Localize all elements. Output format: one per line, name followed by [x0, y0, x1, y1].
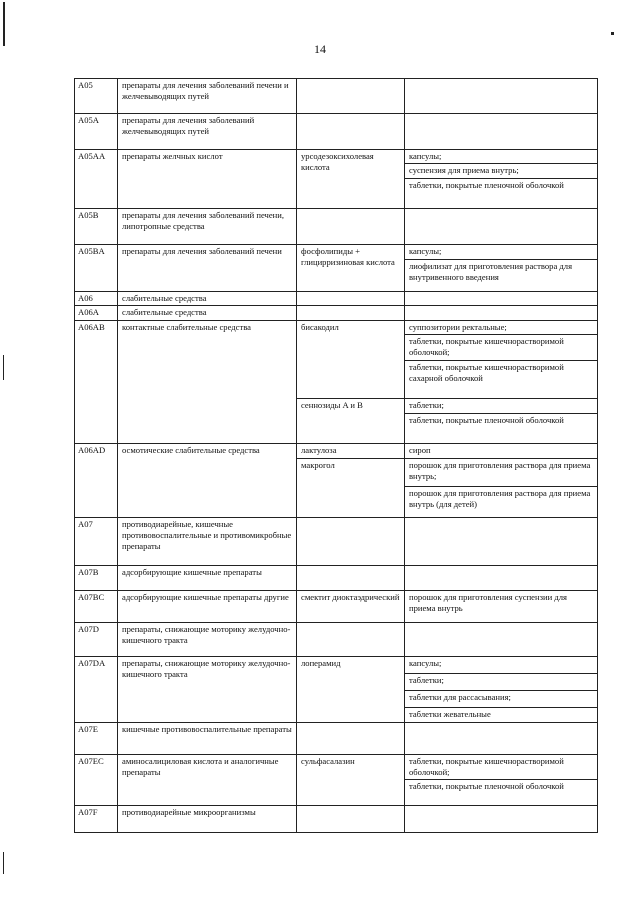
atc-code-cell: A07F — [75, 806, 118, 833]
dosage-form-cell: таблетки, покрытые кишечнорастворимой оболочкой; — [405, 335, 598, 361]
atc-name-cell: препараты для лечения заболеваний печени и желчевыводящих путей — [118, 79, 297, 114]
atc-name-cell: слабительные средства — [118, 306, 297, 321]
atc-name-cell: аминосалициловая кислота и аналогичные препараты — [118, 755, 297, 806]
atc-code-cell: A05AA — [75, 150, 118, 209]
dosage-form-cell: капсулы; — [405, 150, 598, 164]
dosage-form-cell: сироп — [405, 444, 598, 459]
atc-name-cell: противодиарейные микроорганизмы — [118, 806, 297, 833]
atc-code-cell: A05BA — [75, 245, 118, 292]
atc-code-cell: A05B — [75, 209, 118, 245]
drug-name-cell: сеннозиды A и B — [297, 399, 405, 444]
dosage-form-cell: порошок для приготовления раствора для приема внутрь (для детей) — [405, 487, 598, 518]
page-number: 14 — [314, 42, 326, 56]
table-row — [75, 306, 598, 321]
drug-name-cell: урсодезоксихолевая кислота — [297, 150, 405, 209]
drug-table — [74, 78, 598, 833]
atc-code-cell: A07EC — [75, 755, 118, 806]
atc-code-cell: A06AB — [75, 321, 118, 444]
corner-mark — [611, 32, 614, 35]
table-row — [75, 591, 598, 623]
drug-name-cell: лактулоза — [297, 444, 405, 459]
dosage-form-cell: таблетки жевательные — [405, 708, 598, 723]
table-row — [75, 321, 598, 335]
table-row — [75, 723, 598, 755]
dosage-form-cell: суппозитории ректальные; — [405, 321, 598, 335]
dosage-form-cell — [405, 306, 598, 321]
table-row — [75, 755, 598, 780]
atc-code-cell: A05 — [75, 79, 118, 114]
atc-code-cell: A06AD — [75, 444, 118, 518]
dosage-form-cell: таблетки, покрытые кишечнорастворимой сахарной оболочкой — [405, 361, 598, 399]
binding-mark-mid — [3, 355, 4, 380]
dosage-form-cell — [405, 292, 598, 306]
dosage-form-cell — [405, 723, 598, 755]
atc-name-cell: слабительные средства — [118, 292, 297, 306]
drug-name-cell — [297, 623, 405, 657]
drug-name-cell — [297, 292, 405, 306]
drug-name-cell: лоперамид — [297, 657, 405, 723]
atc-name-cell: препараты, снижающие моторику желудочно-кишечного тракта — [118, 623, 297, 657]
dosage-form-cell: таблетки, покрытые пленочной оболочкой — [405, 780, 598, 806]
atc-name-cell: адсорбирующие кишечные препараты другие — [118, 591, 297, 623]
atc-name-cell: препараты, снижающие моторику желудочно-кишечного тракта — [118, 657, 297, 723]
drug-name-cell — [297, 566, 405, 591]
drug-name-cell: бисакодил — [297, 321, 405, 399]
table-row — [75, 79, 598, 114]
dosage-form-cell: таблетки, покрытые пленочной оболочкой — [405, 179, 598, 209]
table-row — [75, 444, 598, 459]
atc-code-cell: A07BC — [75, 591, 118, 623]
dosage-form-cell — [405, 806, 598, 833]
table-row — [75, 292, 598, 306]
drug-name-cell — [297, 306, 405, 321]
binding-mark-bottom — [3, 852, 4, 874]
drug-name-cell: сульфасалазин — [297, 755, 405, 806]
table-row — [75, 245, 598, 260]
dosage-form-cell: порошок для приготовления раствора для приема внутрь; — [405, 459, 598, 487]
table-row — [75, 209, 598, 245]
dosage-form-cell: лиофилизат для приготовления раствора для внутривенного введения — [405, 260, 598, 292]
atc-name-cell: противодиарейные, кишечные противовоспалительные и противомикробные препараты — [118, 518, 297, 566]
drug-name-cell — [297, 114, 405, 150]
atc-code-cell: A07E — [75, 723, 118, 755]
atc-name-cell: контактные слабительные средства — [118, 321, 297, 444]
atc-code-cell: A06A — [75, 306, 118, 321]
atc-name-cell: препараты для лечения заболеваний печени, липотропные средства — [118, 209, 297, 245]
dosage-form-cell — [405, 209, 598, 245]
atc-code-cell: A07B — [75, 566, 118, 591]
atc-name-cell: препараты желчных кислот — [118, 150, 297, 209]
table-row — [75, 623, 598, 657]
drug-name-cell — [297, 723, 405, 755]
drug-name-cell: фосфолипиды + глицирризиновая кислота — [297, 245, 405, 292]
table-row — [75, 518, 598, 566]
dosage-form-cell: таблетки; — [405, 399, 598, 414]
dosage-form-cell — [405, 114, 598, 150]
dosage-form-cell — [405, 518, 598, 566]
table-row — [75, 114, 598, 150]
dosage-form-cell: таблетки, покрытые пленочной оболочкой — [405, 414, 598, 444]
atc-name-cell: кишечные противовоспалительные препараты — [118, 723, 297, 755]
atc-name-cell: препараты для лечения заболеваний желчевыводящих путей — [118, 114, 297, 150]
atc-code-cell: A07 — [75, 518, 118, 566]
atc-code-cell: A05A — [75, 114, 118, 150]
drug-name-cell — [297, 518, 405, 566]
table-row — [75, 657, 598, 674]
dosage-form-cell: таблетки, покрытые кишечнорастворимой оболочкой; — [405, 755, 598, 780]
binding-mark-top — [3, 2, 5, 46]
atc-name-cell: осмотические слабительные средства — [118, 444, 297, 518]
atc-name-cell: адсорбирующие кишечные препараты — [118, 566, 297, 591]
dosage-form-cell — [405, 623, 598, 657]
atc-name-cell: препараты для лечения заболеваний печени — [118, 245, 297, 292]
dosage-form-cell: таблетки для рассасывания; — [405, 691, 598, 708]
table-row — [75, 150, 598, 164]
table-row — [75, 806, 598, 833]
drug-name-cell — [297, 79, 405, 114]
dosage-form-cell — [405, 566, 598, 591]
drug-name-cell: смектит диоктаэдрический — [297, 591, 405, 623]
drug-name-cell: макрогол — [297, 459, 405, 518]
atc-code-cell: A07DA — [75, 657, 118, 723]
drug-name-cell — [297, 209, 405, 245]
dosage-form-cell: капсулы; — [405, 657, 598, 674]
dosage-form-cell — [405, 79, 598, 114]
table-row — [75, 566, 598, 591]
dosage-form-cell: порошок для приготовления суспензии для приема внутрь — [405, 591, 598, 623]
dosage-form-cell: капсулы; — [405, 245, 598, 260]
dosage-form-cell: суспензия для приема внутрь; — [405, 164, 598, 179]
atc-code-cell: A07D — [75, 623, 118, 657]
dosage-form-cell: таблетки; — [405, 674, 598, 691]
drug-name-cell — [297, 806, 405, 833]
atc-code-cell: A06 — [75, 292, 118, 306]
